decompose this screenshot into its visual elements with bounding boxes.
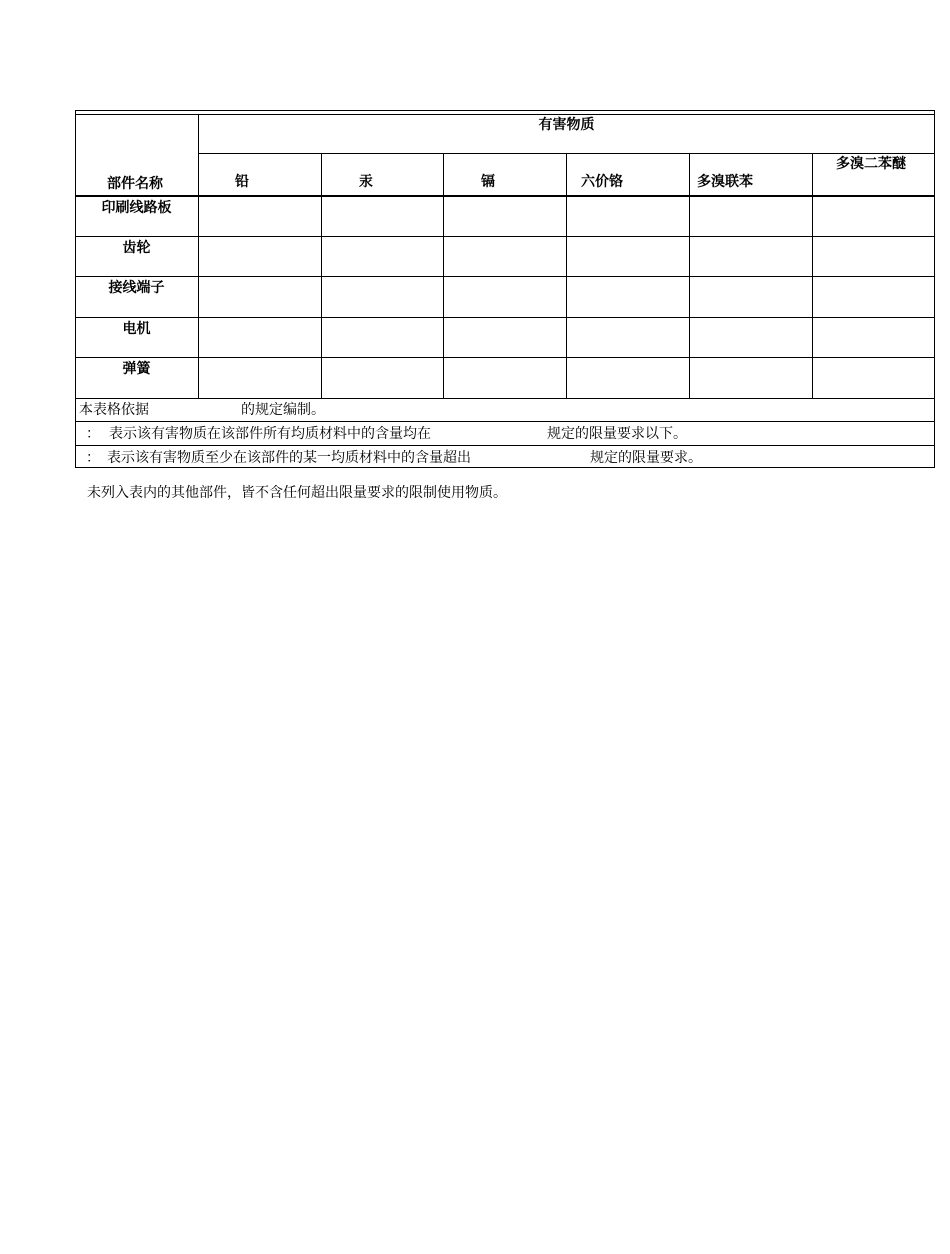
part-name-terminal: 接线端子 (108, 280, 165, 296)
column-divider (689, 153, 690, 398)
notes-divider (75, 445, 935, 446)
column-divider (566, 153, 567, 398)
table-top-inner-border (75, 114, 935, 115)
row-divider (75, 276, 935, 277)
x-mark-colon: ： (86, 450, 100, 466)
substance-header-mercury: 汞 (359, 174, 373, 190)
header-bottom-border (75, 195, 935, 197)
row-divider (75, 236, 935, 237)
substance-header-pbde: 多溴二苯醚 (836, 156, 906, 172)
substance-header-chromium-vi: 六价铬 (581, 174, 623, 190)
group-header: 有害物质 (538, 117, 595, 133)
basis-note-suffix: 的规定编制。 (241, 402, 325, 418)
substance-header-lead: 铅 (235, 174, 249, 190)
notes-top-divider (75, 398, 935, 399)
column-divider (812, 153, 813, 398)
table-frame (75, 110, 935, 468)
part-name-spring: 弹簧 (122, 361, 151, 377)
o-mark-note: 表示该有害物质在该部件所有均质材料中的含量均在 (109, 426, 431, 442)
column-divider (443, 153, 444, 398)
part-name-motor: 电机 (122, 321, 151, 337)
substance-header-cadmium: 镉 (481, 174, 495, 190)
part-name-pcb: 印刷线路板 (101, 200, 172, 216)
part-name-header: 部件名称 (107, 176, 163, 192)
footer-note: 未列入表内的其他部件，皆不含任何超出限量要求的限制使用物质。 (87, 485, 507, 501)
row-divider (75, 317, 935, 318)
part-name-gear: 齿轮 (122, 240, 151, 256)
column-divider (321, 153, 322, 398)
substance-header-pbb: 多溴联苯 (697, 174, 753, 190)
x-mark-note: 表示该有害物质至少在该部件的某一均质材料中的含量超出 (107, 450, 471, 466)
column-divider (198, 114, 199, 398)
o-mark-note-suffix: 规定的限量要求以下。 (547, 426, 687, 442)
basis-note-prefix: 本表格依据 (79, 402, 149, 418)
notes-divider (75, 421, 935, 422)
x-mark-note-suffix: 规定的限量要求。 (590, 450, 702, 466)
o-mark-colon: ： (86, 426, 100, 442)
row-divider (75, 357, 935, 358)
